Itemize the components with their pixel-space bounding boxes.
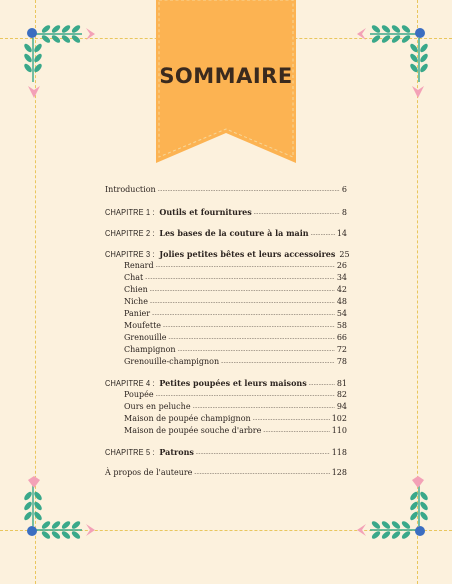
chapter-label: CHAPITRE 3 : — [105, 249, 155, 259]
toc-sub-entry[interactable]: Poupée ----- 82 — [124, 390, 347, 401]
top-right-corner-decoration — [342, 0, 452, 110]
toc-sub-entry[interactable]: Maison de poupée souche d'arbre ----- 110 — [124, 426, 347, 437]
toc-sub-entry[interactable]: Chat ----- 34 — [124, 273, 347, 284]
page-title: SOMMAIRE — [159, 64, 293, 88]
toc-sub-entry[interactable]: Chien ----- 42 — [124, 285, 347, 296]
toc-sub-entry[interactable]: Champignon ----- 72 — [124, 345, 347, 356]
toc-sub-entry[interactable]: Ours en peluche ----- 94 — [124, 402, 347, 413]
toc-sub-entry[interactable]: Moufette ----- 58 — [124, 321, 347, 332]
chapter-label: CHAPITRE 5 : — [105, 447, 155, 457]
toc-sub-entry[interactable]: Grenouille ----- 66 — [124, 333, 347, 344]
toc-entry-chapter-3[interactable]: CHAPITRE 3 : Jolies petites bêtes et leurs accessoires 25 — [105, 249, 350, 259]
toc-sub-entry[interactable]: Maison de poupée champignon ----- 102 — [124, 414, 347, 425]
bottom-right-corner-decoration — [342, 474, 452, 584]
toc-sub-entry[interactable]: Grenouille-champignon ----- 78 — [124, 357, 347, 368]
toc-entry-chapter-5[interactable]: CHAPITRE 5 : Patrons ----- 118 — [105, 447, 347, 459]
toc-entry-chapter-1[interactable]: CHAPITRE 1 : Outils et fournitures ----- 8 — [105, 207, 347, 219]
toc-sub-entry[interactable]: Panier ----- 54 — [124, 309, 347, 320]
chapter-label: CHAPITRE 4 : — [105, 378, 155, 388]
toc-sub-entry[interactable]: Niche ----- 48 — [124, 297, 347, 308]
toc-entry-about-author[interactable]: À propos de l'auteure ----- 128 — [105, 468, 347, 479]
chapter-label: CHAPITRE 1 : — [105, 207, 155, 217]
toc-entry-chapter-2[interactable]: CHAPITRE 2 : Les bases de la couture à la main ----- 14 — [105, 228, 347, 240]
tulip-icon — [28, 86, 40, 98]
top-left-corner-decoration — [0, 0, 110, 110]
chapter-label: CHAPITRE 2 : — [105, 228, 155, 238]
flower-icon — [27, 28, 37, 38]
bottom-left-corner-decoration — [0, 474, 110, 584]
tulip-icon — [86, 28, 95, 40]
toc-entry-chapter-4[interactable]: CHAPITRE 4 : Petites poupées et leurs maisons ----- 81 — [105, 378, 347, 390]
toc-sub-entry[interactable]: Renard ----- 26 — [124, 261, 347, 272]
toc-entry-introduction[interactable]: Introduction ----- 6 — [105, 185, 347, 196]
